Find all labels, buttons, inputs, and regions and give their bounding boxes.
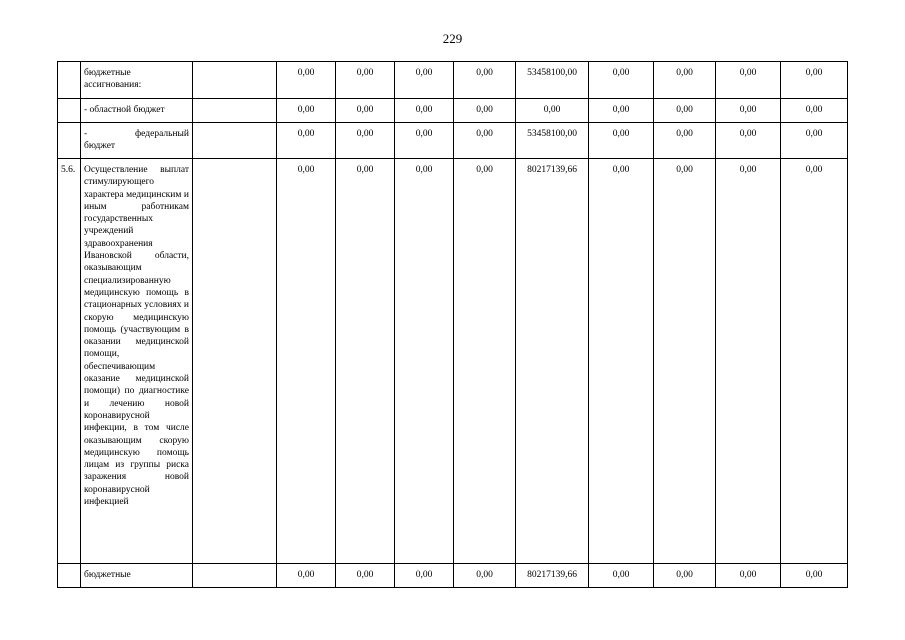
value-cell: 0,00 [277, 564, 336, 588]
value-cell: 0,00 [654, 159, 716, 564]
value-cell: 0,00 [336, 564, 395, 588]
row-description [81, 123, 193, 159]
value-cell: 0,00 [589, 564, 654, 588]
value-cell: 0,00 [716, 99, 781, 123]
value-cell: 0,00 [336, 62, 395, 99]
value-cell: 0,00 [781, 159, 848, 564]
value-cell: 0,00 [454, 62, 516, 99]
value-cell: 0,00 [716, 564, 781, 588]
value-cell: 0,00 [716, 123, 781, 159]
row-description-line: - федеральный [84, 129, 189, 139]
value-cell: 0,00 [589, 62, 654, 99]
table-row [58, 564, 848, 588]
value-cell: 0,00 [395, 123, 454, 159]
value-cell: 0,00 [654, 123, 716, 159]
budget-table [57, 61, 848, 588]
value-cell: 0,00 [716, 62, 781, 99]
row-description: - областной бюджет [81, 99, 193, 123]
value-cell: 0,00 [336, 159, 395, 564]
row-index [58, 123, 81, 159]
value-cell: 0,00 [277, 62, 336, 99]
row-executor [193, 123, 277, 159]
row-executor [193, 564, 277, 588]
row-executor [193, 159, 277, 564]
value-cell: 0,00 [654, 99, 716, 123]
row-executor [193, 99, 277, 123]
value-cell: 0,00 [589, 123, 654, 159]
table-row [58, 62, 848, 99]
value-cell: 0,00 [781, 99, 848, 123]
value-cell: 0,00 [395, 62, 454, 99]
value-cell: 0,00 [277, 99, 336, 123]
row-description: бюджетные [81, 564, 193, 588]
table-row [58, 159, 848, 564]
row-index [58, 564, 81, 588]
value-cell: 0,00 [654, 564, 716, 588]
value-cell: 0,00 [781, 123, 848, 159]
row-index [58, 62, 81, 99]
value-cell: 0,00 [454, 123, 516, 159]
value-cell: 0,00 [716, 159, 781, 564]
table-row [58, 99, 848, 123]
value-cell: 0,00 [277, 123, 336, 159]
value-cell: 0,00 [336, 99, 395, 123]
value-cell: 0,00 [781, 564, 848, 588]
value-cell: 0,00 [454, 159, 516, 564]
value-cell: 53458100,00 [516, 62, 589, 99]
table-row [58, 123, 848, 159]
row-index: 5.6. [58, 159, 81, 564]
page-number: 229 [442, 31, 463, 46]
value-cell: 0,00 [654, 62, 716, 99]
value-cell: 53458100,00 [516, 123, 589, 159]
value-cell: 0,00 [336, 123, 395, 159]
value-cell: 0,00 [395, 564, 454, 588]
value-cell: 0,00 [589, 99, 654, 123]
value-cell: 0,00 [277, 159, 336, 564]
row-description: Осуществление выплат стимулирующего характера медицинским и иным работникам государственных учреждений здравоохранения Ивановской области, оказывающим специализированную медицинскую помощь в стационарных условиях и скорую медицинскую помощь (участвующим в оказании медицинской помощи, обеспечивающим оказание медицинской помощи) по диагностике и лечению новой коронавирусной инфекции, в том числе оказывающим скорую медицинскую помощь лицам из группы риска заражения новой коронавирусной инфекцией [81, 159, 193, 564]
row-executor [193, 62, 277, 99]
value-cell: 0,00 [589, 159, 654, 564]
row-index [58, 99, 81, 123]
value-cell: 80217139,66 [516, 564, 589, 588]
value-cell: 80217139,66 [516, 159, 589, 564]
value-cell: 0,00 [395, 159, 454, 564]
value-cell: 0,00 [454, 99, 516, 123]
value-cell: 0,00 [781, 62, 848, 99]
value-cell: 0,00 [454, 564, 516, 588]
row-description-line: бюджет [84, 141, 116, 152]
row-description: бюджетные ассигнования: [81, 62, 193, 99]
value-cell: 0,00 [516, 99, 589, 123]
value-cell: 0,00 [395, 99, 454, 123]
